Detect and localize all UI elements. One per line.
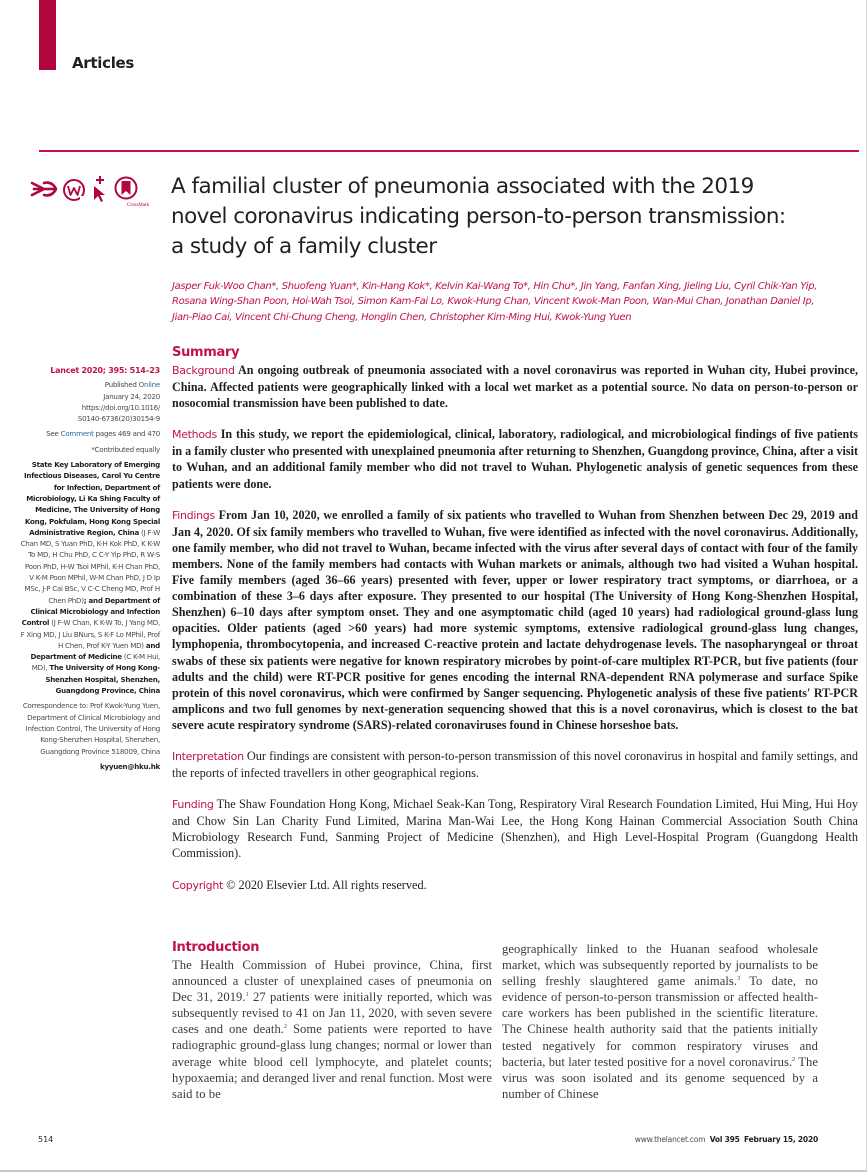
introduction-column-right: geographically linked to the Huanan seafood wholesale market, which was subsequently reported by journalists to be selling freshly slaughtered game animals.$^3$ To date, no evidence of person-to-person transmission or affected health-care workers has been published in the scientific literature. The Chinese health authority said that the patients initially tested negatively for common respiratory viruses and bacteria, but later tested positive for a novel coronavirus.$^2$ The virus was soon isolated and its genome sequenced by a number of Chinese xyxy=(502,942,818,1101)
correspondence: Correspondence to: Prof Kwok-Yung Yuen, Department of Clinical Microbiology and Infection Control, The University of Hong Kong-Shenzhen Hospital, Shenzhen, Guangdong Province 518009, China xyxy=(22,701,160,756)
footer-journal-info xyxy=(635,1135,818,1144)
article-icons xyxy=(30,175,160,215)
abstract-background: Background An ongoing outbreak of pneumonia associated with a novel coronavirus was reported in Wuhan city, Hubei province, China. Affected patients were geographically linked with a local wet market as a potential source. No data on person-to-person or nosocomial transmission have been published to date. xyxy=(172,363,858,411)
volume: Vol 395 xyxy=(709,1135,740,1144)
abstract-copyright: Copyright © 2020 Elsevier Ltd. All rights reserved. xyxy=(172,877,427,892)
issue-date: February 15, 2020 xyxy=(744,1135,818,1144)
lancet-arrow-icon xyxy=(30,175,58,203)
introduction-heading: Introduction xyxy=(172,940,260,955)
crossmark-label: CrossMark xyxy=(127,203,150,208)
doi-link[interactable]: https://doi.org/10.1016/ S0140-6736(20)30154-9 xyxy=(77,402,160,424)
citation: Lancet 2020; 395: 514–23 xyxy=(50,366,160,375)
online-link[interactable]: Online xyxy=(138,380,160,390)
section-label: Articles xyxy=(72,54,135,72)
published-date: January 24, 2020 xyxy=(103,391,160,401)
title-line: a study of a family cluster xyxy=(171,234,437,259)
online-cursor-icon[interactable] xyxy=(90,175,110,203)
introduction-column-left: The Health Commission of Hubei province, China, first announced a cluster of unexplained cases of pneumonia on Dec 31, 2019.$^1$ 27 patients were initially reported, which was subsequently revised to 41 on Jan 11, 2020, with seven severe cases and one death.$^2$ Some patients were reported to have radiographic ground-glass lung changes; normal or lower than average white blood cell lymphocyte, and platelet counts; hypoxaemia; and deranged liver and renal function. Most were said to be xyxy=(172,958,492,1101)
summary-heading: Summary xyxy=(172,345,240,360)
title-line: novel coronavirus indicating person-to-person transmission: xyxy=(171,204,786,229)
affiliations: State Key Laboratory of Emerging Infectious Diseases, Carol Yu Centre for Infection, Department of Microbiology, Li Ka Shing Faculty of Medicine, The University of Hong Kong, Pokfulam, Hong Kong Special Administrative Region, China (J F-W Chan MD, S Yuan PhD, K-H Kok PhD, K K-W To MD, H Chu PhD, C C-Y Yip PhD, R W-S Poon PhD, H-W Tsoi MPhil, K-H Chan PhD, V K-M Poon MPhil, W-M Chan PhD, J D Ip MSc, J-P Cai BSc, V C-C Cheng MD, Prof H Chen PhD); and Department of Clinical Microbiology and Infection Control (J F-W Chan, K K-W To, J Yang MD, F Xing MD, J Liu BNurs, S K-F Lo MPhil, Prof H Chen, Prof K-Y Yuen MD) and Department of Medicine (C K-M Hui, MD), The University of Hong Kong-Shenzhen Hospital, Shenzhen, Guangdong Province, China xyxy=(20,460,160,696)
reference-link[interactable]: 2 xyxy=(284,1024,288,1031)
author-line[interactable]: Rosana Wing-Shan Poon, Hoi-Wah Tsoi, Simon Kam-Fai Lo, Kwok-Hung Chan, Vincent Kwok-Man Poon, Wan-Mui Chan, Jonathan Daniel Ip, xyxy=(172,296,815,308)
reference-link[interactable]: 2 xyxy=(792,1056,796,1063)
article-title xyxy=(171,172,861,262)
article-sidebar xyxy=(20,365,160,772)
web-first-icon[interactable] xyxy=(61,175,87,203)
header-rule xyxy=(39,150,859,152)
abstract xyxy=(172,362,858,909)
author-list xyxy=(172,279,862,325)
section-accent-bar xyxy=(39,0,56,70)
page-number: 514 xyxy=(38,1135,54,1144)
abstract-interpretation: Interpretation Our findings are consistent with person-to-person transmission of this novel coronavirus in hospital and family settings, and the reports of infected travellers in other geographical regions. xyxy=(172,748,858,781)
journal-website[interactable]: www.thelancet.com xyxy=(634,1135,706,1144)
abstract-methods: Methods In this study, we report the epidemiological, clinical, laboratory, radiological, and microbiological findings of five patients in a family cluster who presented with unexplained pneumonia after returning to Shenzhen, Guangdong province, China, after a visit to Wuhan, and an additional family member who did not travel to Wuhan. Phylogenetic analysis of genetic sequences from these patients were done. xyxy=(172,427,858,491)
author-line[interactable]: Jian-Piao Cai, Vincent Chi-Chung Cheng, Honglin Chen, Christopher Kim-Ming Hui, Kwok-Yung Yuen xyxy=(172,311,632,323)
publication-info: Published Online January 24, 2020 https://doi.org/10.1016/ S0140-6736(20)30154-9 xyxy=(77,380,160,424)
reference-link[interactable]: 3 xyxy=(737,976,741,982)
correspondence-email[interactable]: kyyuen@hku.hk xyxy=(99,761,160,771)
reference-link[interactable]: 1 xyxy=(245,992,249,998)
comment-link[interactable]: Comment xyxy=(60,429,94,439)
author-line[interactable]: Jasper Fuk-Woo Chan*, Shuofeng Yuan*, Kin-Hang Kok*, Kelvin Kai-Wang To*, Hin Chu*, Jin Yang, Fanfan Xing, Jieling Liu, Cyril Chik-Yan Yip, xyxy=(172,281,818,292)
title-line: A familial cluster of pneumonia associated with the 2019 xyxy=(171,174,754,199)
crossmark-icon[interactable] xyxy=(113,175,139,203)
abstract-findings: Findings From Jan 10, 2020, we enrolled a family of six patients who travelled to Wuhan from Shenzhen between Dec 29, 2019 and Jan 4, 2020. Of six family members who travelled to Wuhan, five were identified as infected with the novel coronavirus. Additionally, one family member, who did not travel to Wuhan, became infected with the virus after several days of contact with four of the family members. None of the family members had contacts with Wuhan markets or animals, although two had visited a Wuhan hospital. Five family members (aged 36–66 years) presented with fever, upper or lower respiratory tract symptoms, or diarrhoea, or a combination of these 3–6 days after exposure. They presented to our hospital (The University of Hong Kong-Shenzhen Hospital, Shenzhen) 6–10 days after symptom onset. They and one asymptomatic child (aged 10 years) had radiological ground-glass lung opacities. Older patients (aged >60 years) had more systemic symptoms, extensive radiological ground-glass lung changes, lymphopenia, thrombocytopenia, and increased C-reactive protein and lactate dehydrogenase levels. The nasopharyngeal or throat swabs of these six patients were negative for known respiratory microbes by point-of-care multiplex RT-PCR, but five patients (four adults and the child) were RT-PCR positive for genes encoding the internal RNA-dependent RNA polymerase and surface Spike protein of this novel coronavirus, which were confirmed by Sanger sequencing. Phylogenetic analysis of these five patients' RT-PCR amplicons and two full genomes by next-generation sequencing showed that this is a novel coronavirus, which is closest to the bat severe acute respiratory syndrome (SARS)-related coronaviruses found in Chinese horseshoe bats. xyxy=(172,507,858,732)
see-comment: See Comment pages 469 and 470 xyxy=(46,429,160,439)
abstract-funding: Funding The Shaw Foundation Hong Kong, Michael Seak-Kan Tong, Respiratory Viral Research Foundation Limited, Hui Ming, Hui Hoy and Chow Sin Lan Charity Fund Limited, Marina Man-Wai Lee, the Hong Kong Hainan Commercial Association South China Microbiology Research Fund, Sanming Project of Medicine (Shenzhen), and High Level-Hospital Program (Guangdong Health Commission). xyxy=(172,797,858,861)
contributed-note: *Contributed equally xyxy=(91,444,160,454)
